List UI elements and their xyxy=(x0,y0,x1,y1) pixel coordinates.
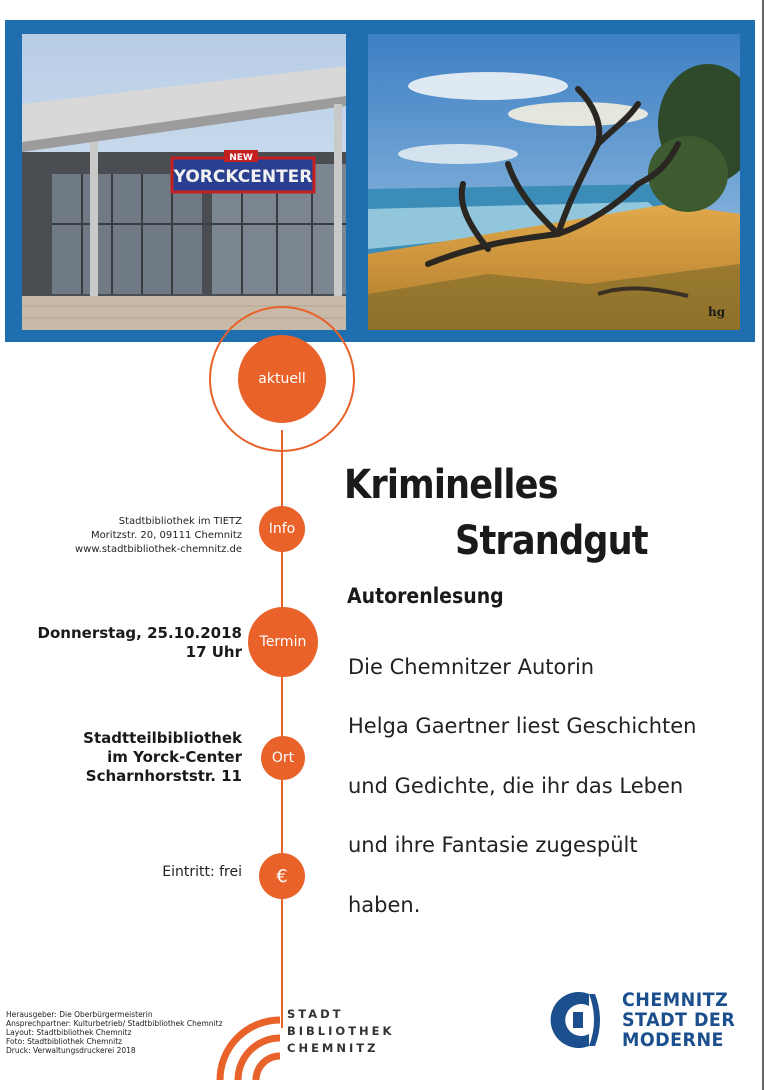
euro-badge: € xyxy=(259,853,305,899)
library-logo-line-1: STADT xyxy=(287,1007,344,1021)
library-logo-text xyxy=(287,1006,394,1057)
termin-badge: Termin xyxy=(248,607,318,677)
chemnitz-logo-line-3: MODERNE xyxy=(622,1029,724,1051)
termin-time: 17 Uhr xyxy=(185,643,242,661)
credit-line: Ansprechpartner: Kulturbetrieb/ Stadtbibliothek Chemnitz xyxy=(6,1019,223,1028)
ort-line-3: Scharnhorststr. 11 xyxy=(85,767,242,785)
ort-text xyxy=(83,729,242,786)
beach-painting xyxy=(368,34,740,330)
body-line-4: und ihre Fantasie zugespült xyxy=(348,833,638,857)
body-line-3: und Gedichte, die ihr das Leben xyxy=(348,774,684,798)
library-logo-line-3: CHEMNITZ xyxy=(287,1041,379,1055)
ort-badge: Ort xyxy=(261,736,305,780)
ort-line-2: im Yorck-Center xyxy=(107,748,242,766)
credit-line: Herausgeber: Die Oberbürgermeisterin xyxy=(6,1010,153,1019)
eintritt-text: Eintritt: frei xyxy=(162,864,242,880)
ort-line-1: Stadtteilbibliothek xyxy=(83,729,242,747)
subtitle: Autorenlesung xyxy=(347,584,504,608)
aktuell-badge: aktuell xyxy=(238,335,326,423)
chemnitz-logo-line-2: STADT DER xyxy=(622,1009,736,1031)
credit-line: Druck: Verwaltungsdruckerei 2018 xyxy=(6,1046,136,1055)
chemnitz-logo-text xyxy=(622,990,735,1050)
title-line-2: Strandgut xyxy=(455,518,648,564)
chemnitz-logo-mark xyxy=(543,988,607,1052)
new-sign: NEW xyxy=(229,153,253,163)
info-badge: Info xyxy=(259,506,305,552)
termin-date: Donnerstag, 25.10.2018 xyxy=(37,624,242,642)
body-line-5: haben. xyxy=(348,893,421,917)
page-edge-line xyxy=(762,0,764,1090)
info-line-2: Moritzstr. 20, 09111 Chemnitz xyxy=(90,530,242,541)
title-line-1: Kriminelles xyxy=(344,462,558,508)
info-line-3: www.stadtbibliothek-chemnitz.de xyxy=(75,544,242,555)
termin-text xyxy=(38,624,242,662)
body-line-1: Die Chemnitzer Autorin xyxy=(348,655,595,679)
painting-signature: hg xyxy=(708,305,726,319)
yorck-center-photo xyxy=(22,34,346,330)
credit-line: Foto: Stadtbibliothek Chemnitz xyxy=(6,1037,123,1046)
body-line-2: Helga Gaertner liest Geschichten xyxy=(348,714,697,738)
yorckcenter-sign: YORCKCENTER xyxy=(173,167,313,187)
info-line-1: Stadtbibliothek im TIETZ xyxy=(118,516,242,527)
library-logo-line-2: BIBLIOTHEK xyxy=(287,1024,395,1038)
chemnitz-logo-line-1: CHEMNITZ xyxy=(622,989,729,1011)
credit-line: Layout: Stadtbibliothek Chemnitz xyxy=(6,1028,132,1037)
credits xyxy=(6,1010,223,1055)
info-text xyxy=(75,515,242,557)
